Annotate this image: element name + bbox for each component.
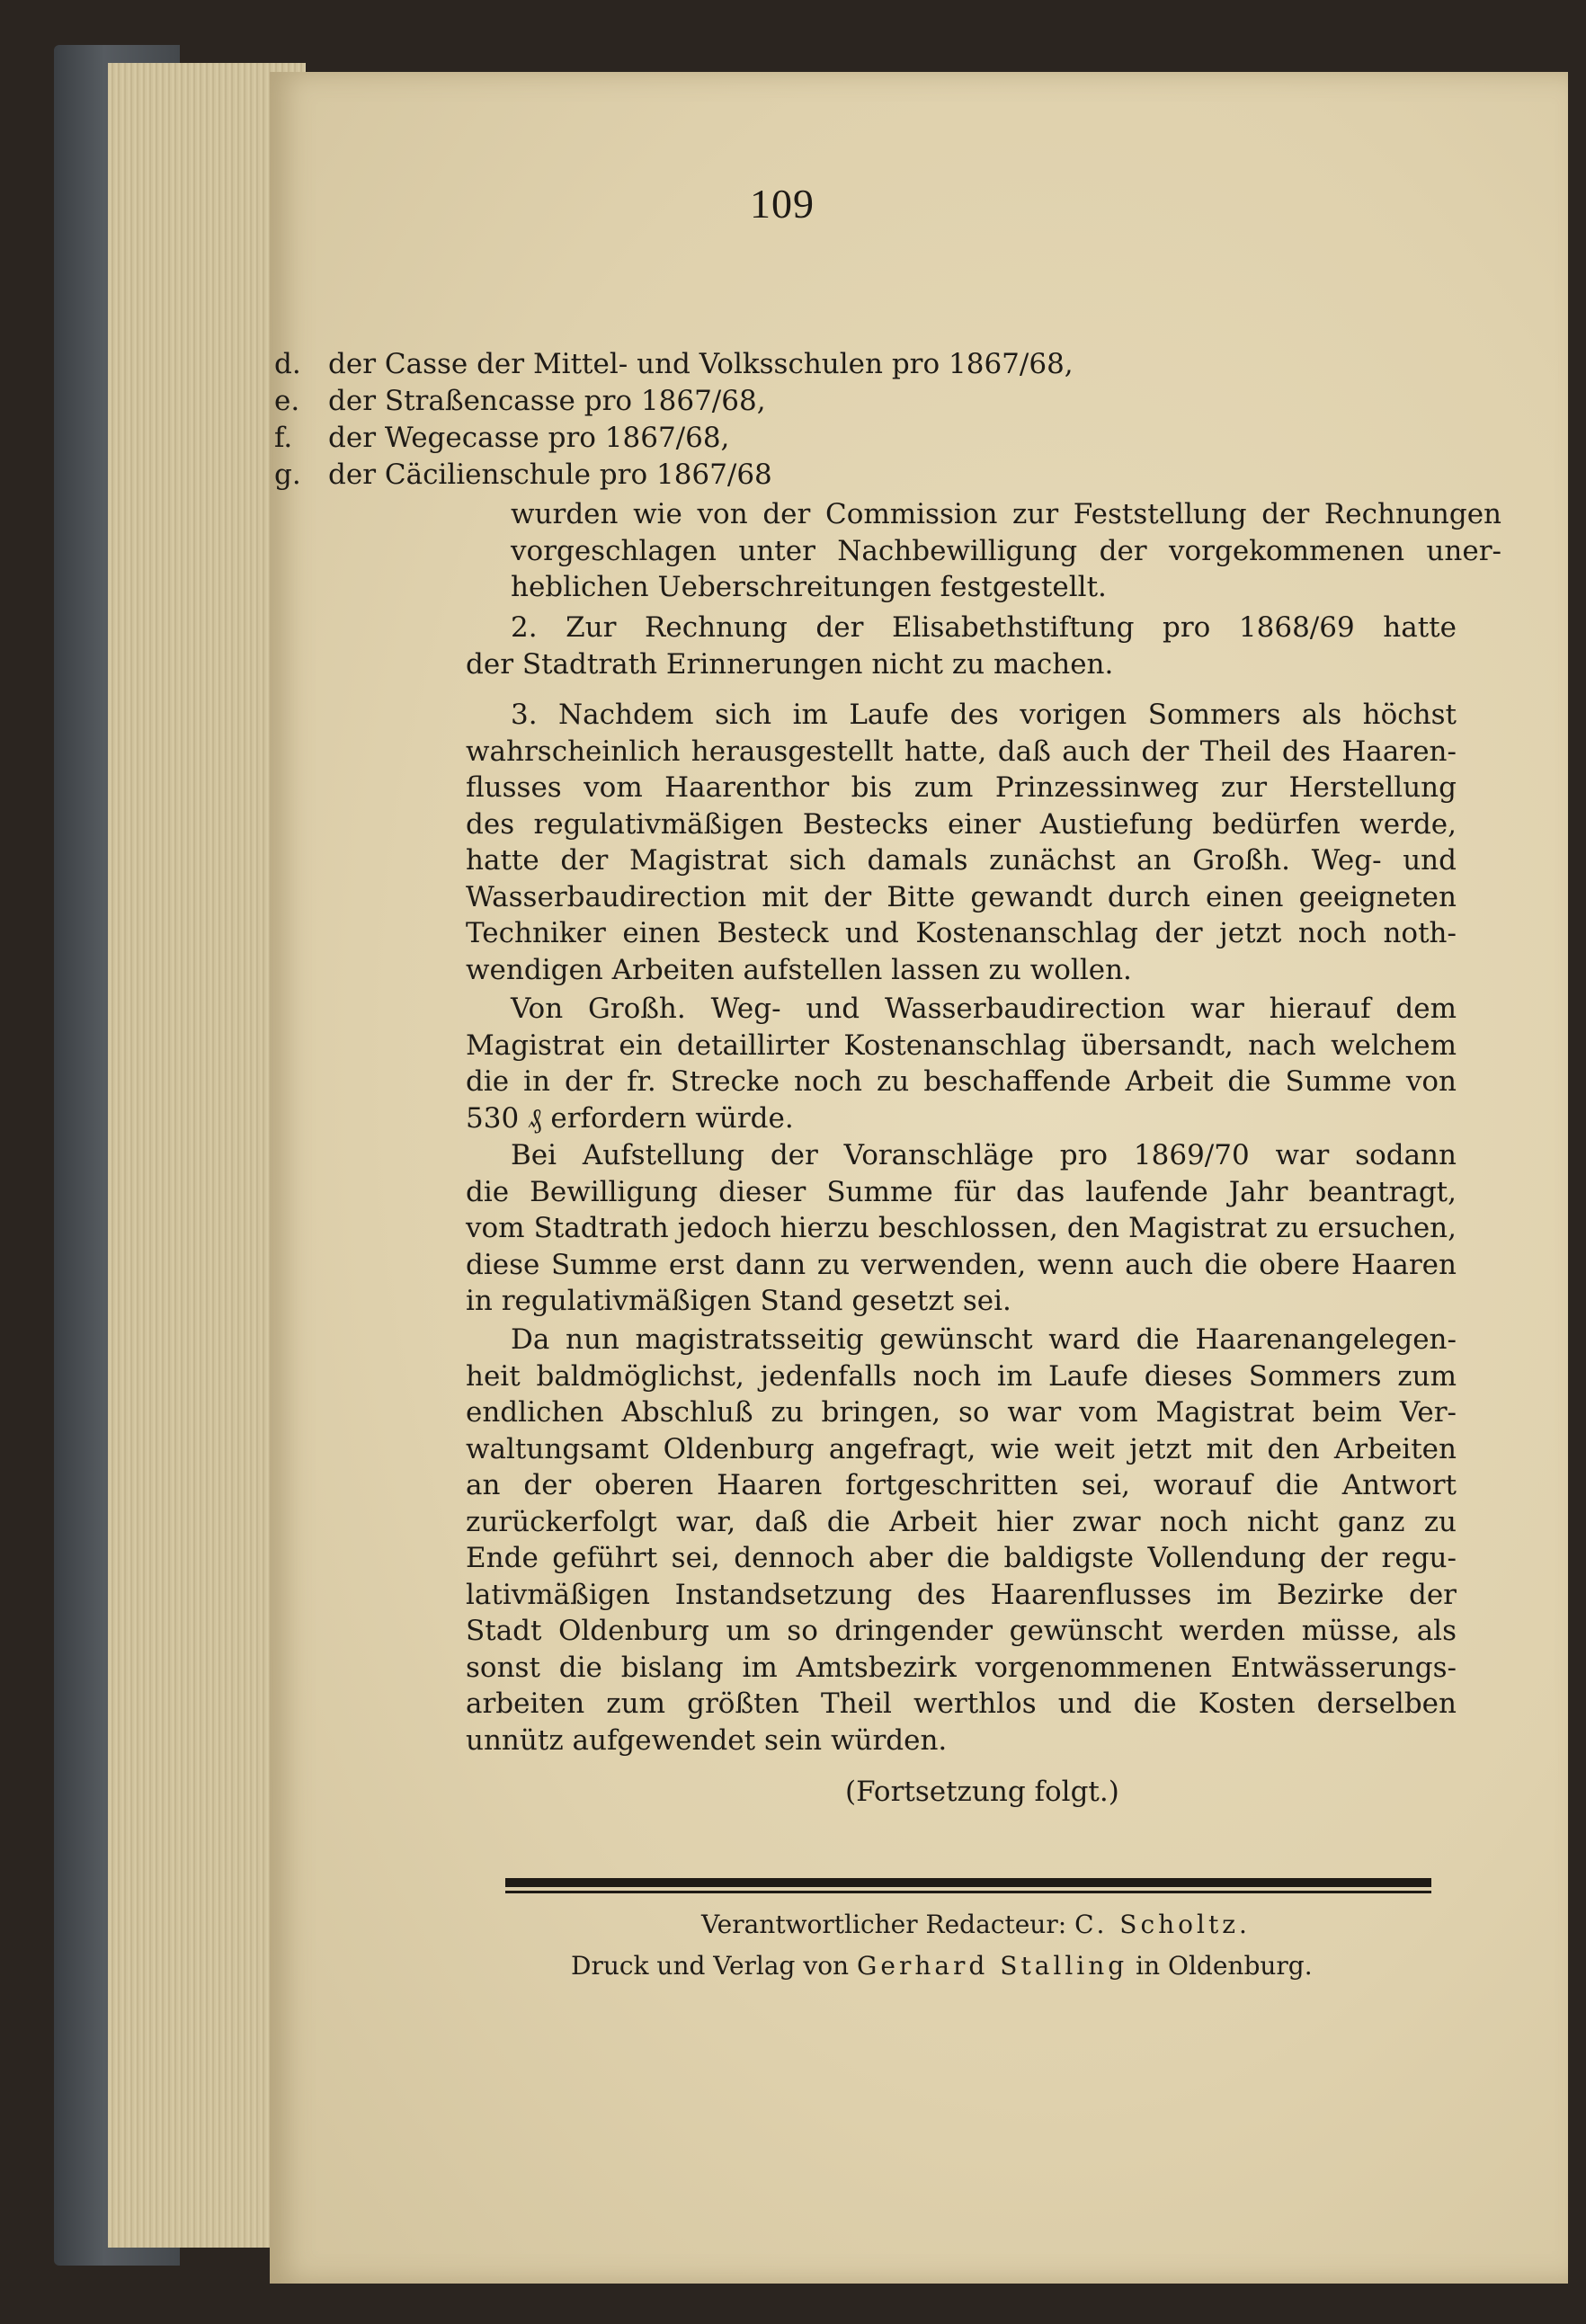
text-line: wurden wie von der Commission zur Feststellung der Rechnungen xyxy=(511,498,1501,530)
text-line: Wasserbaudirection mit der Bitte gewandt durch einen geeigneten xyxy=(466,880,1457,913)
list-item-mark: g. xyxy=(274,459,301,491)
editor-line xyxy=(701,1910,1331,1939)
list-item-text: der Straßencasse pro 1867/68, xyxy=(328,385,766,417)
text-line: in regulativmäßigen Stand gesetzt sei. xyxy=(466,1285,1011,1317)
editor-label: Verantwortlicher Redacteur: xyxy=(701,1910,1067,1939)
list-item xyxy=(274,457,1443,494)
text-line: der Stadtrath Erinnerungen nicht zu machen. xyxy=(466,647,1114,681)
list-item-mark: f. xyxy=(274,422,293,454)
text-line: hatte der Magistrat sich damals zunächst an Großh. Weg- und xyxy=(466,844,1457,877)
text-line: Von Großh. Weg- und Wasserbaudirection war hierauf dem xyxy=(511,993,1457,1025)
paragraph-6 xyxy=(466,1322,1457,1759)
text-line: lativmäßigen Instandsetzung des Haarenflusses im Bezirke der xyxy=(466,1578,1457,1611)
text-line: unnütz aufgewendet sein würden. xyxy=(466,1723,948,1757)
editor-name: C. Scholtz. xyxy=(1074,1910,1251,1939)
continuation-note: (Fortsetzung folgt.) xyxy=(845,1776,1119,1808)
paragraph-2 xyxy=(466,610,1457,682)
text-line: endlichen Abschluß zu bringen, so war vom Magistrat beim Ver- xyxy=(466,1396,1457,1429)
text-line: die in der fr. Strecke noch zu beschaffende Arbeit die Summe von xyxy=(466,1065,1457,1098)
text-line: 2. Zur Rechnung der Elisabethstiftung pro 1868/69 hatte xyxy=(511,611,1457,644)
text-line: heblichen Ueberschreitungen festgestellt. xyxy=(511,571,1107,603)
text-line: vorgeschlagen unter Nachbewilligung der vorgekommenen uner- xyxy=(511,534,1501,567)
printer-name: Gerhard Stalling xyxy=(857,1951,1128,1981)
paragraph-1 xyxy=(511,496,1501,606)
accounts-list xyxy=(274,346,1443,494)
text-line: 530 ₰ erfordern würde. xyxy=(466,1101,794,1135)
text-line: Techniker einen Besteck und Kostenanschlag der jetzt noch noth- xyxy=(466,917,1457,949)
paragraph-4 xyxy=(466,991,1457,1136)
printer-suffix: in Oldenburg. xyxy=(1136,1951,1313,1981)
footer-rule-thick xyxy=(505,1878,1431,1887)
text-line: waltungsamt Oldenburg angefragt, wie weit jetzt mit den Arbeiten xyxy=(466,1432,1457,1465)
footer-rule-thin xyxy=(505,1891,1431,1893)
list-item-mark: d. xyxy=(274,348,301,380)
page-number: 109 xyxy=(750,181,815,227)
paragraph-5 xyxy=(466,1137,1457,1320)
printer-line xyxy=(571,1951,1380,1981)
text-line: Stadt Oldenburg um so dringender gewünscht werden müsse, als xyxy=(466,1615,1457,1647)
text-line: des regulativmäßigen Bestecks einer Austiefung bedürfen werde, xyxy=(466,807,1457,841)
printer-prefix: Druck und Verlag von xyxy=(571,1951,850,1981)
paragraph-3 xyxy=(466,697,1457,988)
text-line: Magistrat ein detaillirter Kostenanschlag übersandt, nach welchem xyxy=(466,1028,1457,1062)
text-line: sonst die bislang im Amtsbezirk vorgenommenen Entwässerungs- xyxy=(466,1651,1457,1684)
text-line: flusses vom Haarenthor bis zum Prinzessinweg zur Herstellung xyxy=(466,771,1457,804)
text-line: wendigen Arbeiten aufstellen lassen zu wollen. xyxy=(466,953,1132,986)
text-line: Ende geführt sei, dennoch aber die baldigste Vollendung der regu- xyxy=(466,1542,1457,1574)
text-line: arbeiten zum größten Theil werthlos und die Kosten derselben xyxy=(466,1687,1457,1720)
list-item xyxy=(274,346,1443,383)
text-line: an der oberen Haaren fortgeschritten sei, worauf die Antwort xyxy=(466,1469,1457,1501)
list-item xyxy=(274,420,1443,457)
list-item xyxy=(274,383,1443,420)
text-line: Da nun magistratsseitig gewünscht ward die Haarenangelegen- xyxy=(511,1323,1457,1356)
text-line: wahrscheinlich herausgestellt hatte, daß auch der Theil des Haaren- xyxy=(466,735,1457,768)
text-line: vom Stadtrath jedoch hierzu beschlossen, den Magistrat zu ersuchen, xyxy=(466,1212,1457,1244)
text-line: zurückerfolgt war, daß die Arbeit hier zwar noch nicht ganz zu xyxy=(466,1505,1457,1538)
list-item-text: der Wegecasse pro 1867/68, xyxy=(328,422,730,454)
text-line: die Bewilligung dieser Summe für das laufende Jahr beantragt, xyxy=(466,1175,1457,1208)
list-item-text: der Casse der Mittel- und Volksschulen pro 1867/68, xyxy=(328,348,1074,380)
list-item-mark: e. xyxy=(274,385,300,417)
text-line: diese Summe erst dann zu verwenden, wenn auch die obere Haaren xyxy=(466,1248,1457,1281)
text-line: heit baldmöglichst, jedenfalls noch im Laufe dieses Sommers zum xyxy=(466,1359,1457,1393)
text-line: Bei Aufstellung der Voranschläge pro 1869/70 war sodann xyxy=(511,1139,1457,1171)
list-item-text: der Cäcilienschule pro 1867/68 xyxy=(328,459,772,491)
text-line: 3. Nachdem sich im Laufe des vorigen Sommers als höchst xyxy=(511,699,1457,731)
